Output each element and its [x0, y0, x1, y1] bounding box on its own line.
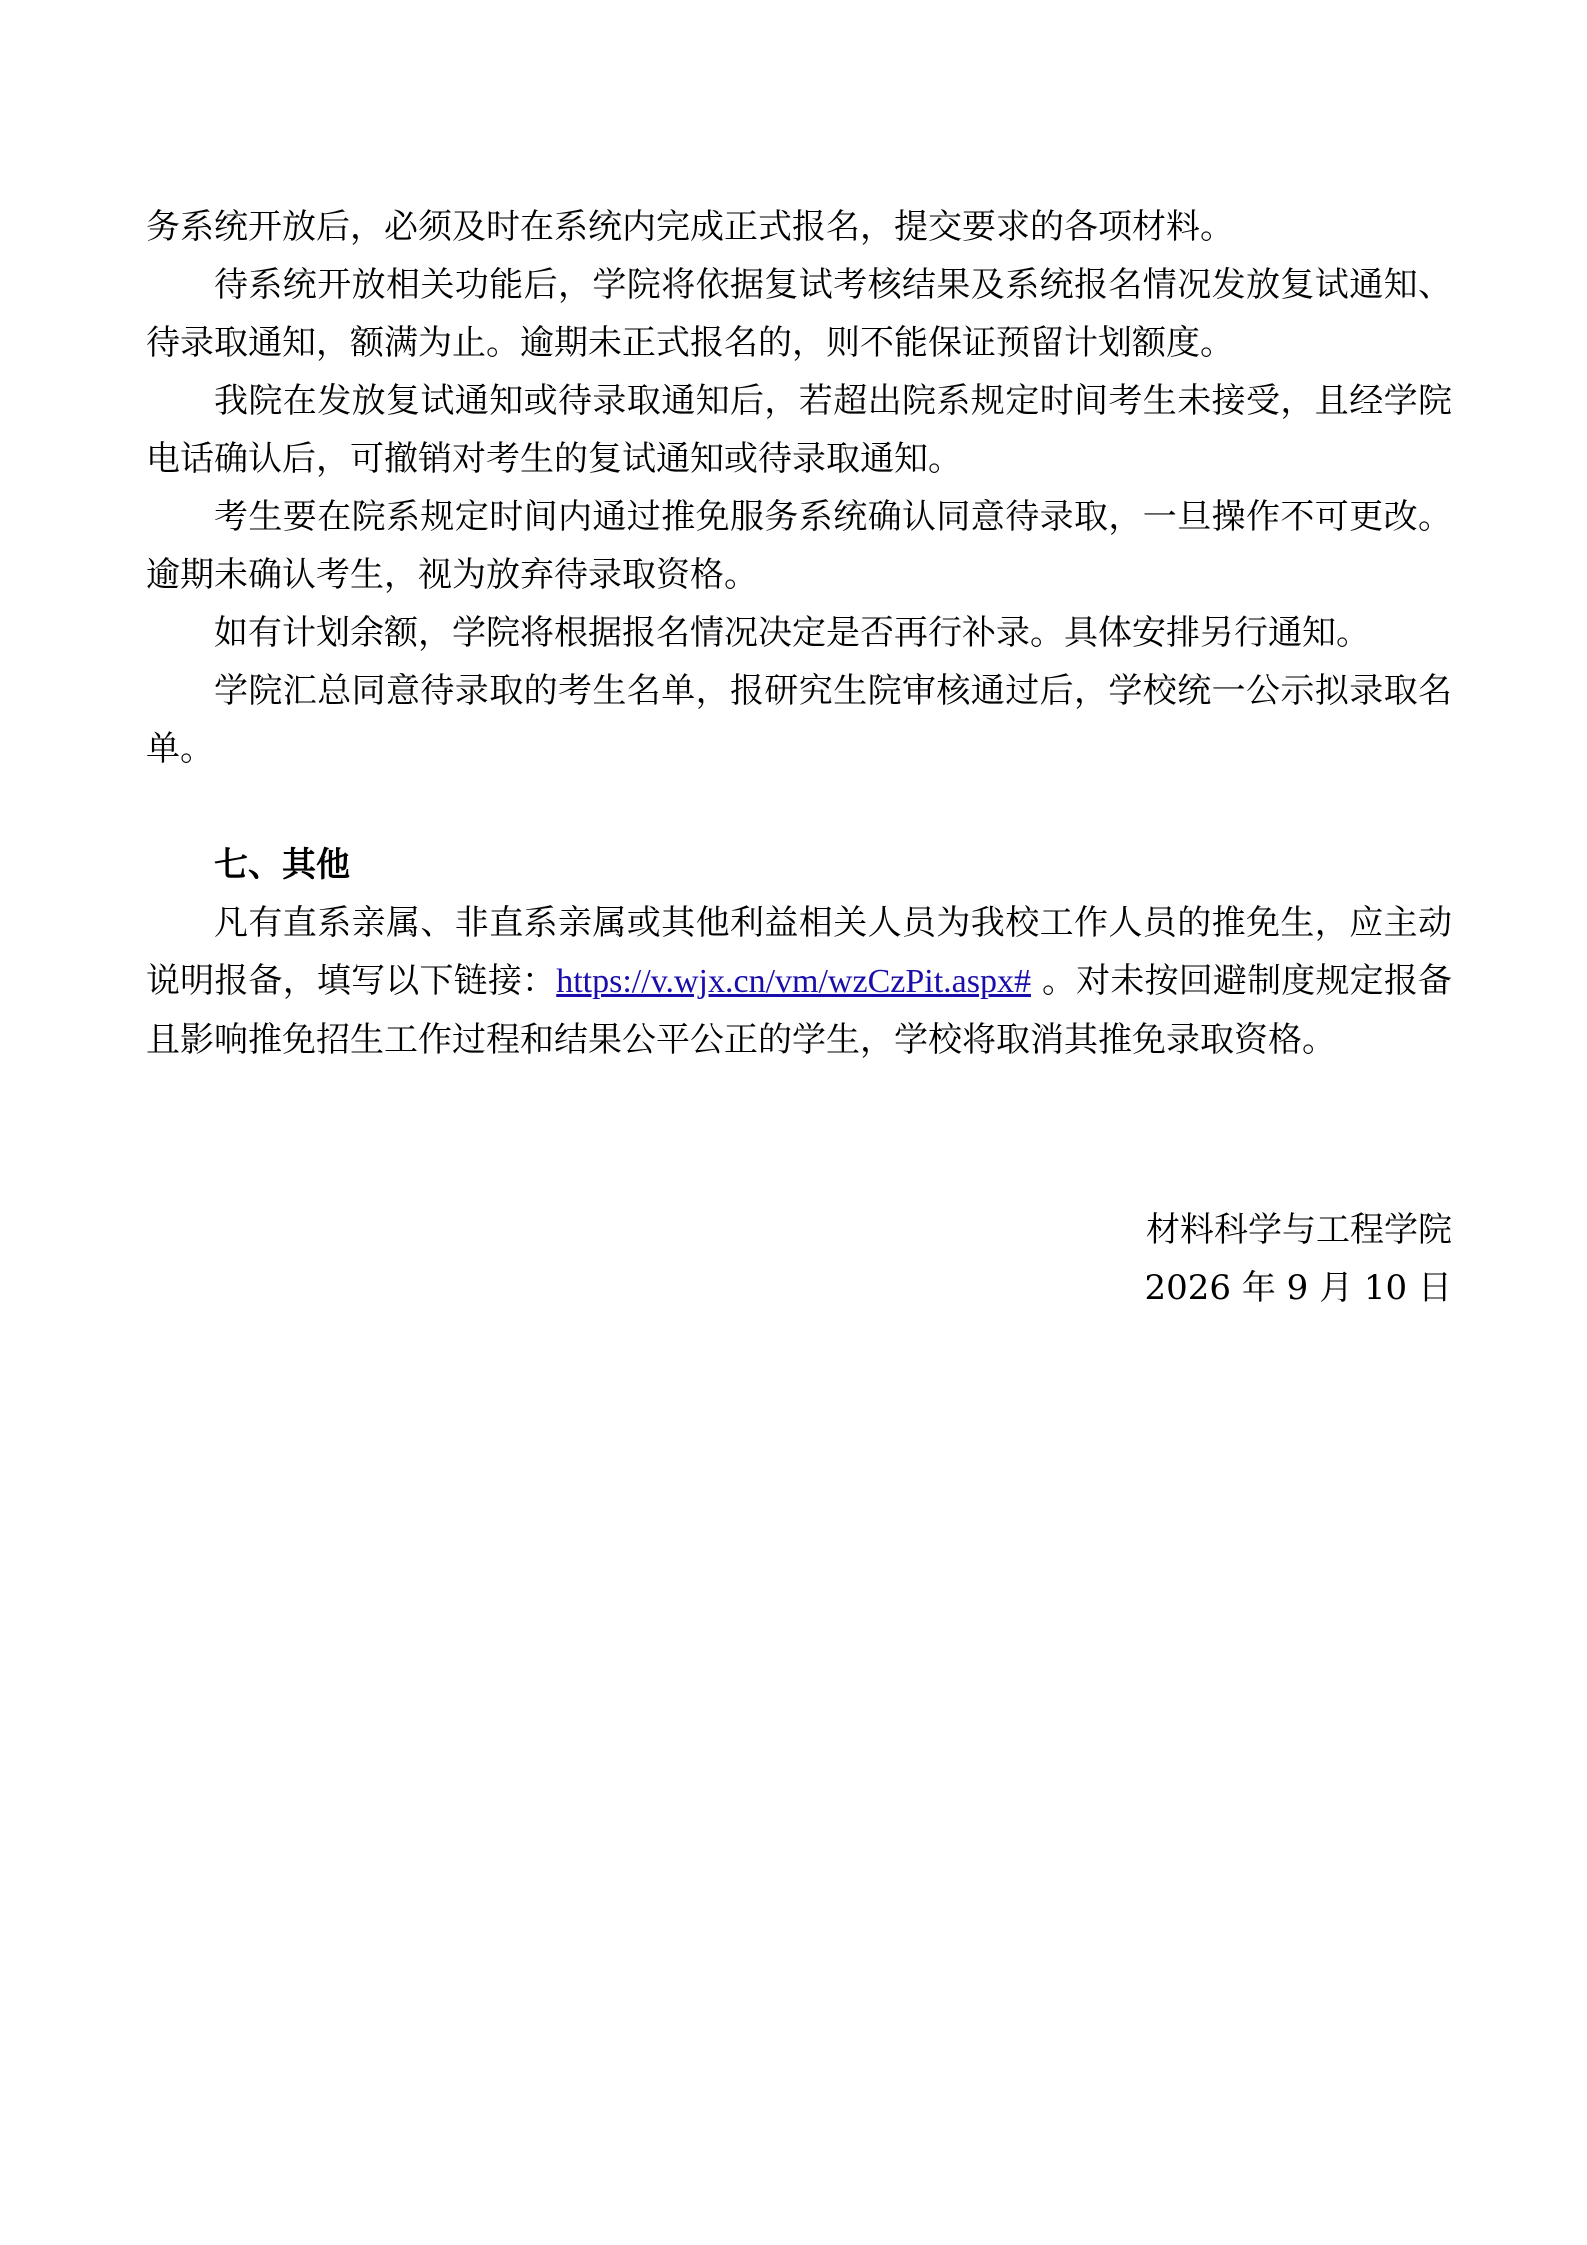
- paragraph-confirmation: 考生要在院系规定时间内通过推免服务系统确认同意待录取，一旦操作不可更改。逾期未确认考生，视为放弃待录取资格。: [146, 497, 1452, 595]
- document-body: [146, 198, 1452, 1069]
- paragraph-revocation: 我院在发放复试通知或待录取通知后，若超出院系规定时间考生未接受，且经学院电话确认后，可撤销对考生的复试通知或待录取通知。: [146, 381, 1452, 479]
- paragraph-recusal: [146, 894, 1452, 1069]
- section-heading-other: 七、其他: [214, 845, 350, 885]
- recusal-text-before-link: 凡有直系亲属、非直系亲属或其他利益相关人员为我校工作人员的推免生，应主动说明报备，填写以下链接：: [146, 903, 1452, 1001]
- signature-date: 2026 年 9 月 10 日: [1144, 1268, 1452, 1308]
- paragraph-publicity: 学院汇总同意待录取的考生名单，报研究生院审核通过后，学校统一公示拟录取名单。: [146, 671, 1452, 769]
- paragraph-notification: 待系统开放相关功能后，学院将依据复试考核结果及系统报名情况发放复试通知、待录取通知，额满为止。逾期未正式报名的，则不能保证预留计划额度。: [146, 265, 1452, 363]
- signature-organization: 材料科学与工程学院: [1146, 1210, 1452, 1250]
- paragraph-continuation: 务系统开放后，必须及时在系统内完成正式报名，提交要求的各项材料。: [146, 207, 1234, 247]
- paragraph-supplementary: 如有计划余额，学院将根据报名情况决定是否再行补录。具体安排另行通知。: [214, 613, 1370, 653]
- report-form-link[interactable]: https://v.wjx.cn/vm/wzCzPit.aspx#: [556, 963, 1031, 1000]
- recusal-text-after-link: 。对未按回避制度规定报备且影响推免招生工作过程和结果公平公正的学生，学校将取消其推免录取资格。: [146, 961, 1453, 1060]
- signature-block: [1145, 1201, 1452, 1317]
